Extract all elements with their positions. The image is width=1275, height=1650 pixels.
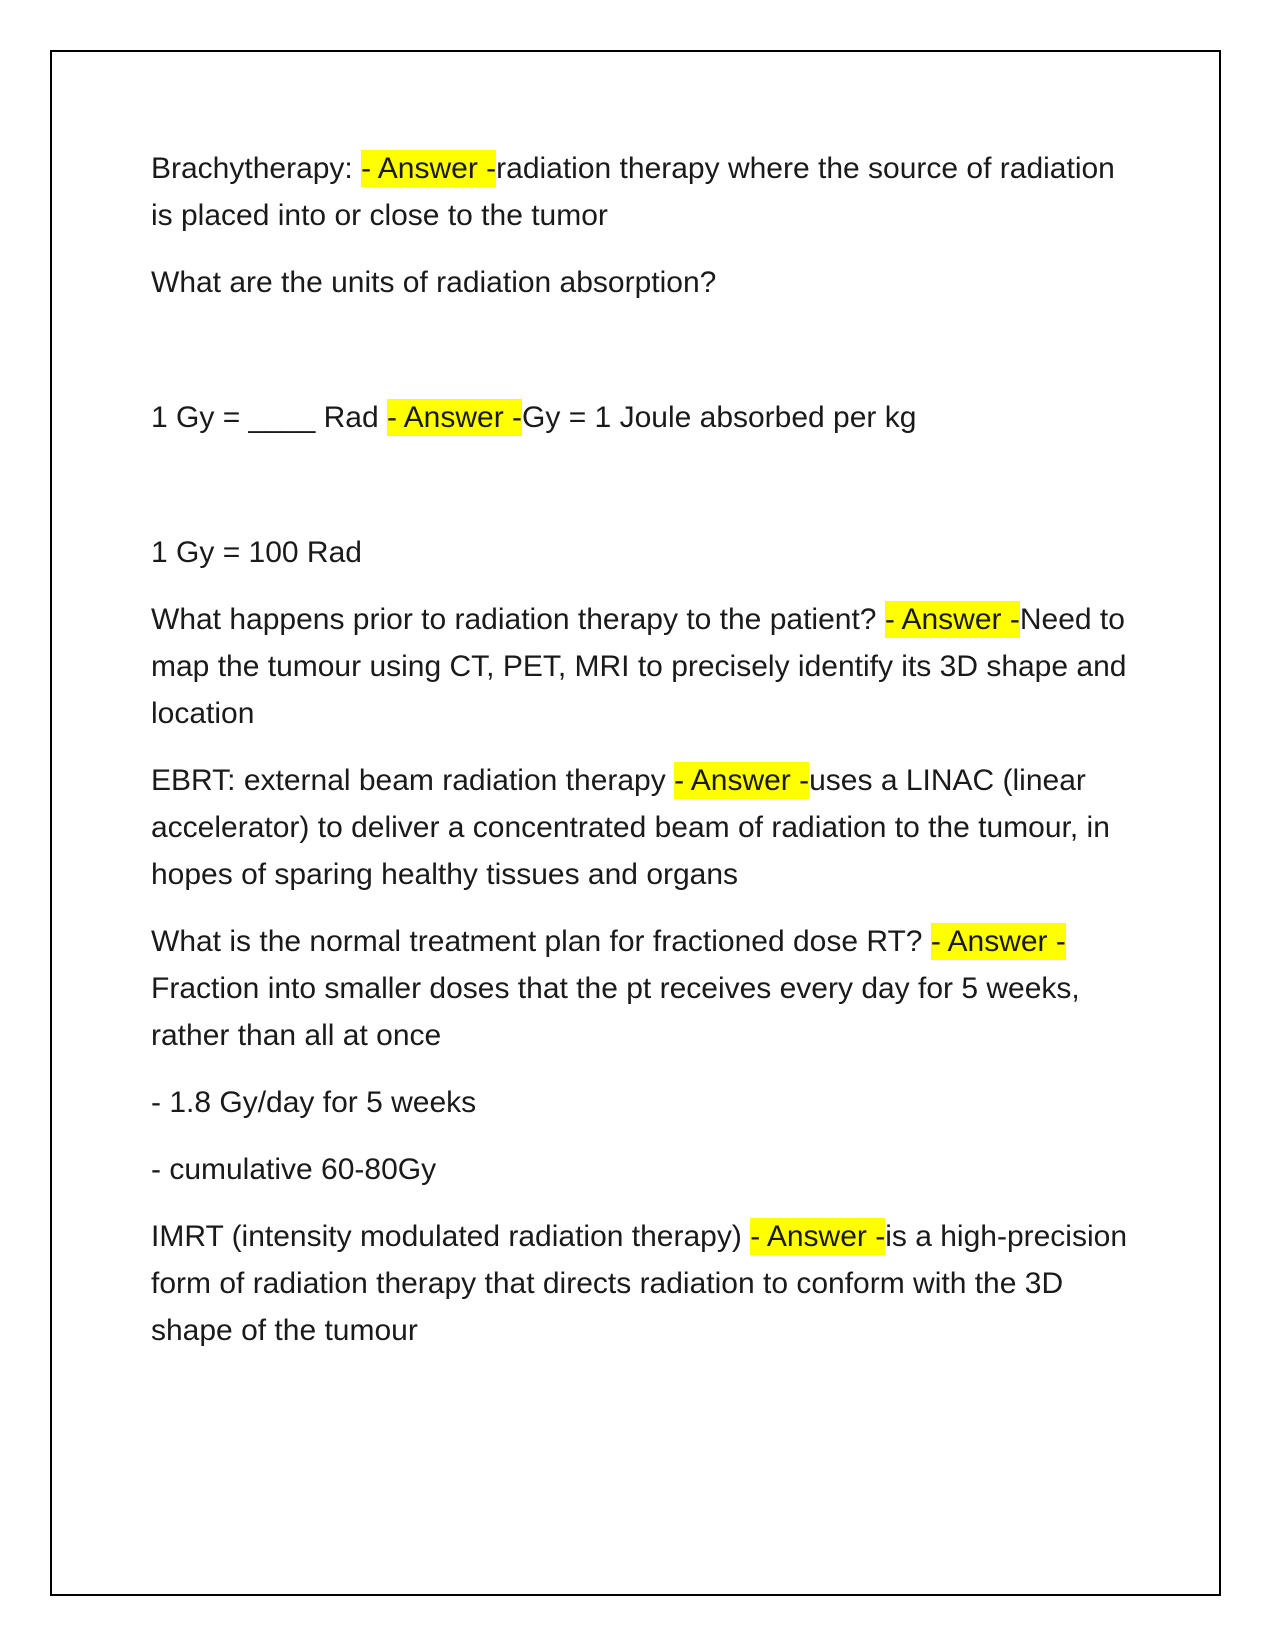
gy-rad-conversion — [151, 529, 1131, 576]
qa-gy-rad — [151, 394, 1131, 441]
answer-marker: - Answer - — [930, 925, 1066, 958]
answer-marker: - Answer - — [361, 152, 497, 185]
question-text: What happens prior to radiation therapy to the patient? — [151, 603, 885, 636]
question-text: Brachytherapy: — [151, 152, 362, 185]
question-text: EBRT: external beam radiation therapy — [151, 764, 675, 797]
body-text: 1 Gy = 100 Rad — [151, 536, 362, 569]
spacer — [151, 461, 1131, 529]
answer-text: Gy = 1 Joule absorbed per kg — [522, 401, 917, 434]
question-text: 1 Gy = ____ Rad — [151, 401, 387, 434]
answer-text: radiation therapy where the source of radiation is placed into or close to the tumor — [151, 152, 1115, 232]
answer-marker: - Answer - — [750, 1220, 886, 1253]
answer-text: Fraction into smaller doses that the pt receives every day for 5 weeks, rather than all at once — [151, 972, 1080, 1052]
question-text: What are the units of radiation absorption? — [151, 266, 717, 299]
qa-brachytherapy — [151, 145, 1131, 239]
answer-text: uses a LINAC (linear accelerator) to deliver a concentrated beam of radiation to the tumour, in hopes of sparing healthy tissues and organs — [151, 764, 1110, 891]
answer-marker: - Answer - — [674, 764, 810, 797]
qa-fractioned-dose — [151, 918, 1131, 1059]
spacer — [151, 326, 1131, 394]
question-text: IMRT (intensity modulated radiation therapy) — [151, 1220, 751, 1253]
bullet-cumulative-dose — [151, 1146, 1131, 1193]
document-body — [151, 145, 1131, 1374]
answer-text: is a high-precision form of radiation therapy that directs radiation to conform with the 3D shape of the tumour — [151, 1220, 1128, 1347]
body-text: - cumulative 60-80Gy — [151, 1153, 437, 1186]
question-units — [151, 259, 1131, 306]
qa-ebrt — [151, 757, 1131, 898]
bullet-daily-dose — [151, 1079, 1131, 1126]
answer-text: Need to map the tumour using CT, PET, MRI to precisely identify its 3D shape and location — [151, 603, 1127, 730]
question-text: What is the normal treatment plan for fractioned dose RT? — [151, 925, 931, 958]
qa-prior-therapy — [151, 596, 1131, 737]
answer-marker: - Answer - — [387, 401, 523, 434]
qa-imrt — [151, 1213, 1131, 1354]
body-text: - 1.8 Gy/day for 5 weeks — [151, 1086, 477, 1119]
answer-marker: - Answer - — [884, 603, 1020, 636]
